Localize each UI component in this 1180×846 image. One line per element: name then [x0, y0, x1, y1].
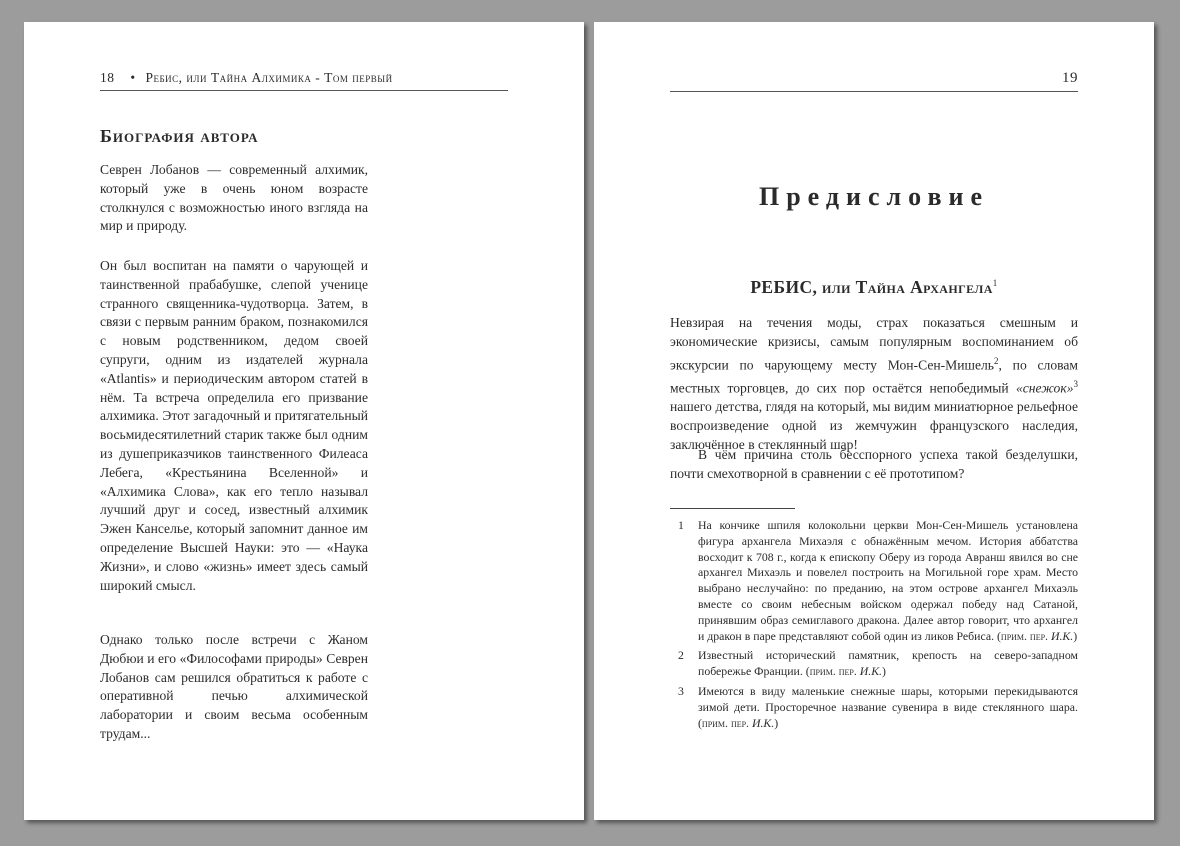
footnote-credit: (прим. пер. [996, 628, 1048, 643]
chapter-title: Предисловие [758, 182, 990, 211]
footnote [678, 648, 1078, 680]
section-title [670, 277, 1078, 298]
footnote-close: ) [882, 664, 886, 679]
translator-initials: И.К. [1050, 628, 1074, 643]
header-separator: • [130, 70, 136, 85]
section-title-text: РЕБИС, или Тайна Архангела [750, 277, 993, 297]
footnote-number: 3 [678, 683, 684, 698]
footnote-credit: (прим. пер. [805, 664, 857, 679]
running-header [670, 70, 1078, 92]
body-paragraph: Севрен Лобанов — современный алхимик, который уже в очень юном возрасте столкнулся с возможностью иного взгляда на мир и природу. [100, 162, 368, 234]
body-paragraph: Однако только после встречи с Жаном Дюбюи и его «Философами природы» Севрен Лобанов сам решился обратиться к работе с оперативной печью алхимической лаборатории и своим весьма особенным трудам... [100, 632, 368, 741]
paragraph-text: Невзирая на течения моды, страх показаться смешным и экономические кризисы, самым популярным воспоминанием об экскурсии по чарующему месту Мон-Сен-Мишель [670, 315, 1078, 373]
left-page [24, 22, 584, 820]
paragraph-text: , по словам местных торговцев, до сих пор остаётся непобедимый [670, 357, 1078, 396]
footnote-text: Известный исторический памятник, крепость на северо-западном побережье Франции. [698, 648, 1078, 679]
footnote-close: ) [774, 715, 779, 730]
footnote-number: 1 [678, 518, 684, 532]
running-title: Ребис, или Тайна Алхимика - Том первый [145, 70, 393, 85]
footnote-ref: 3 [1073, 378, 1078, 389]
paragraph-text: нашего детства, глядя на который, мы видим миниатюрное рельефное воспроизведение одной из жемчужин французского наследия, заключённое в стеклянный шар! [670, 399, 1078, 452]
translator-initials: И.К. [751, 715, 775, 730]
footnote [678, 518, 1078, 644]
footnote-credit: (прим. пер. [698, 715, 750, 730]
translator-initials: И.К. [859, 664, 882, 679]
right-page [594, 22, 1154, 820]
page-number: 18 [100, 70, 115, 85]
body-paragraph: Он был воспитан на памяти о чарующей и таинственной прабабушке, слепой ученице странного священника-чудотворца. Затем, в связи с первым ранним браком, познакомился с новым родственником, дедом своей супруги, одним из издателей журнала «Atlantis» и периодическим автором статей в нём. Та встреча определила его призвание алхимика. Этот загадочный и притягательный восьмидесятилетний старик также был одним из душеприказчиков таинственного Филеаса Лебега, «Крестьянина Вселенной» и «Алхимика Слова», как его тепло называл лучший друг и сосед, известный алхимик Эжен Канселье, который запомнит данное им определение Высшей Науки: это — «Наука Жизни», и слово «жизнь» имеет здесь самый широкий смысл. [100, 258, 368, 593]
footnote-ref: 2 [994, 355, 999, 366]
body-paragraph [670, 314, 1078, 455]
page-number: 19 [1062, 70, 1078, 86]
footnote [678, 684, 1078, 731]
footnote-close: ) [1073, 628, 1078, 643]
italic-term: «снежок» [1015, 380, 1074, 396]
footnote-number: 2 [678, 648, 684, 663]
footnotes [678, 518, 1078, 735]
footnote-divider [670, 508, 795, 509]
running-header [100, 70, 508, 91]
footnote-ref: 1 [992, 278, 998, 289]
body-paragraph: В чём причина столь бесспорного успеха такой безделушки, почти смехотворной в сравнении с её прототипом? [670, 447, 1078, 481]
section-title: Биография автора [100, 126, 259, 146]
footnote-text: Имеются в виду маленькие снежные шары, которыми перекидываются зимой дети. Просторечное название сувенира в виде стеклянного шара. [698, 683, 1078, 714]
footnote-text: На кончике шпиля колокольни церкви Мон-Сен-Мишель установлена фигура архангела Михаэля с обнажённым мечом. История аббатства восходит к 708 г., когда к епископу Оберу из города Авранш явился во сне архангел Михаэль и повелел построить на Могильной горе храм. Место выбрано неслучайно: по преданию, на этом острове архангел Михаэль вместе со своим небесным войском одержал победу над Сатаной, принявшим образ семиглавого дракона. Далее автор говорит, что архангел и дракон в паре представляют собой один из ликов Ребиса. [698, 518, 1078, 643]
